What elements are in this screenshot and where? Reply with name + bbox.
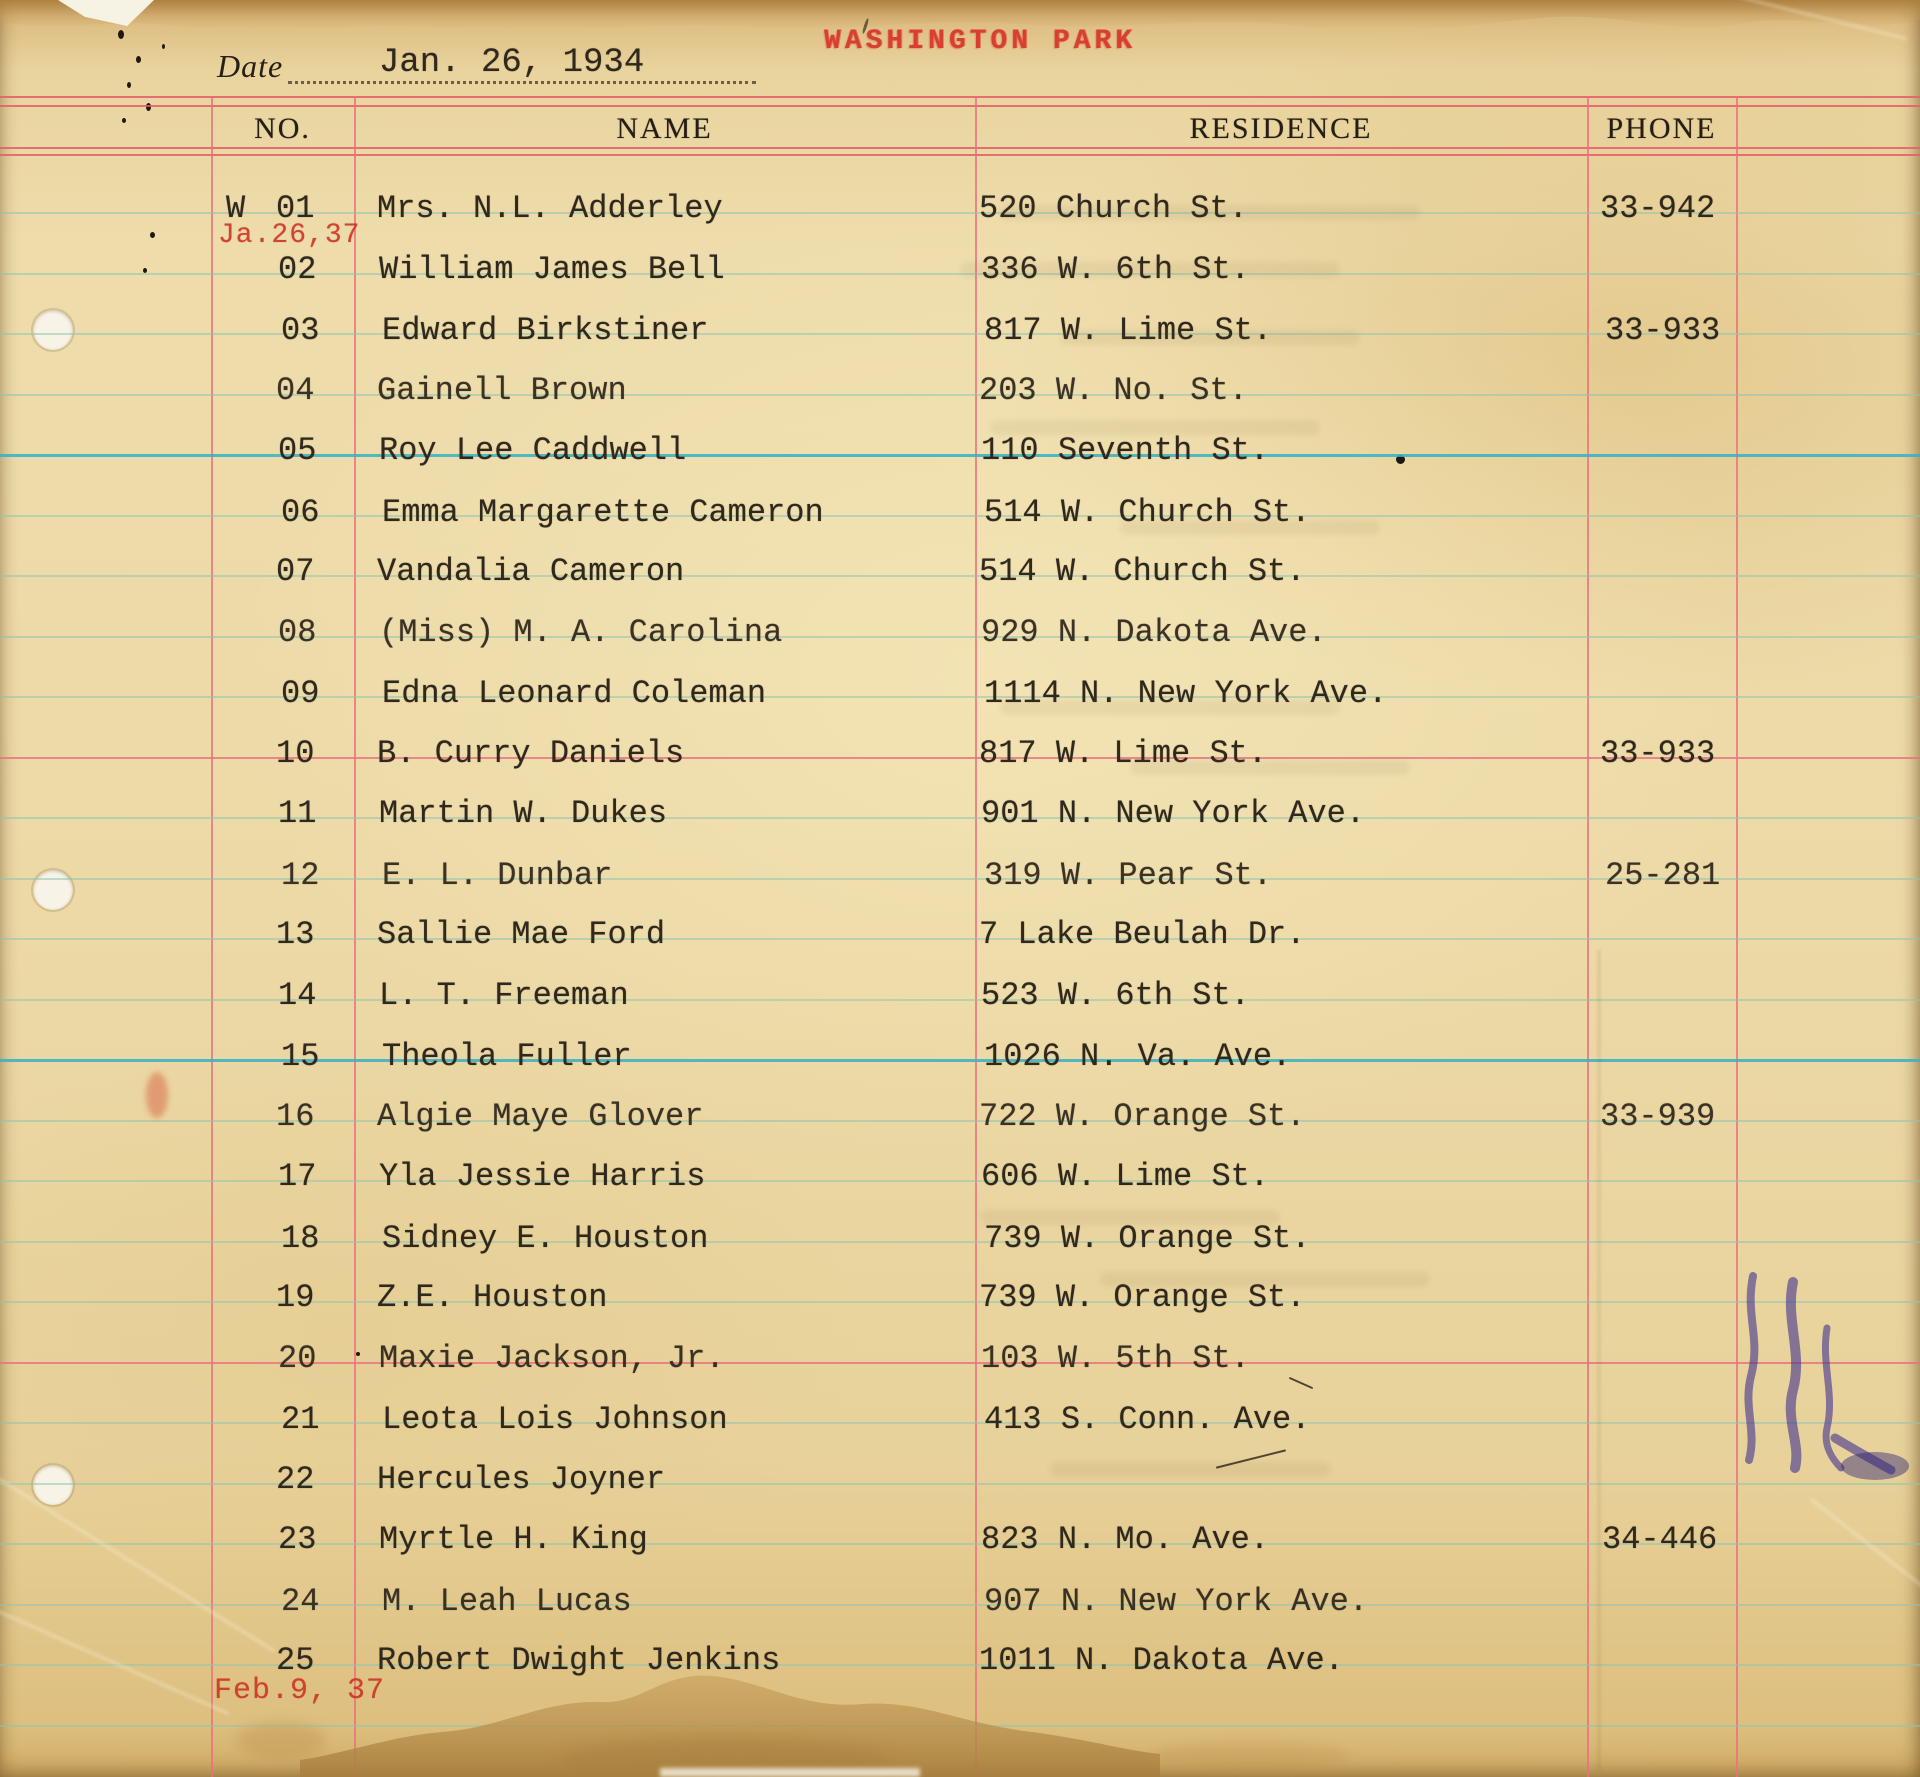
row-name: Maxie Jackson, Jr. — [379, 1339, 725, 1377]
ink-speck — [118, 30, 124, 39]
bleedthrough-smudge — [1120, 520, 1380, 535]
row-residence: 110 Seventh St. — [981, 432, 1270, 469]
table-row — [0, 1279, 1918, 1323]
row-residence: 103 W. 5th St. — [981, 1339, 1250, 1377]
row-no: 08 — [278, 613, 317, 651]
row-phone: 33-933 — [1605, 312, 1721, 349]
table-row — [0, 1521, 1920, 1565]
row-no: 14 — [278, 976, 317, 1014]
table-row — [0, 977, 1920, 1021]
row-no: 10 — [276, 734, 315, 772]
row-residence: 413 S. Conn. Ave. — [984, 1401, 1311, 1438]
row-prefix: W — [226, 190, 246, 227]
row-no: 15 — [281, 1038, 320, 1075]
bleedthrough-smudge — [960, 262, 1340, 277]
row-residence: 1011 N. Dakota Ave. — [979, 1642, 1344, 1679]
row-name: E. L. Dunbar — [382, 856, 613, 894]
row-residence: 817 W. Lime St. — [984, 312, 1273, 349]
purple-ink-scribble — [1715, 1268, 1915, 1483]
table-row — [3, 1583, 1920, 1627]
row-phone: 33-939 — [1600, 1097, 1716, 1135]
row-name: Vandalia Cameron — [377, 553, 685, 590]
red-annotation-bottom: Feb.9, 37 — [214, 1674, 386, 1708]
row-name: Edward Birkstiner — [382, 312, 709, 349]
torn-bottom-edge — [660, 1768, 920, 1777]
table-row — [0, 372, 1918, 416]
date-label: Date — [217, 48, 284, 84]
row-no: 12 — [281, 856, 320, 894]
table-row — [0, 553, 1918, 597]
column-header-phone: PHONE — [1606, 112, 1717, 145]
row-residence: 606 W. Lime St. — [981, 1158, 1270, 1195]
row-no: 22 — [276, 1460, 315, 1498]
row-no: 05 — [278, 432, 317, 469]
row-no: 01 — [276, 190, 315, 227]
row-residence: 319 W. Pear St. — [984, 856, 1273, 894]
row-name: Sidney E. Houston — [382, 1219, 709, 1257]
row-no: 11 — [278, 795, 317, 832]
column-header-name: NAME — [616, 112, 713, 145]
bleedthrough-smudge — [990, 420, 1320, 435]
row-no: 17 — [278, 1158, 317, 1195]
table-row — [0, 735, 1918, 779]
bleedthrough-smudge — [1050, 1462, 1330, 1477]
header-bottom-border — [0, 154, 1920, 156]
washington-park-stamp: WASHINGTON PARK — [824, 26, 1137, 57]
ink-speck — [162, 44, 165, 49]
row-residence: 520 Church St. — [979, 190, 1248, 227]
table-row — [3, 1401, 1920, 1445]
table-top-border — [0, 105, 1920, 107]
row-no: 25 — [276, 1642, 315, 1679]
row-residence: 7 Lake Beulah Dr. — [979, 916, 1306, 953]
row-residence: 901 N. New York Ave. — [981, 795, 1366, 832]
table-row — [0, 1461, 1918, 1505]
row-name: B. Curry Daniels — [377, 734, 685, 772]
row-name: (Miss) M. A. Carolina — [379, 613, 783, 651]
row-name: Martin W. Dukes — [379, 795, 668, 832]
row-name: Theola Fuller — [382, 1038, 632, 1075]
red-smudge — [146, 1072, 168, 1118]
bleedthrough-smudge — [1130, 760, 1410, 775]
bleedthrough-smudge — [1060, 330, 1360, 345]
ink-speck — [122, 118, 126, 123]
row-phone: 25-281 — [1605, 856, 1721, 894]
table-row — [0, 614, 1920, 658]
row-no: 24 — [281, 1582, 320, 1620]
row-residence: 722 W. Orange St. — [979, 1097, 1306, 1135]
row-name: William James Bell — [379, 250, 725, 288]
bleedthrough-smudge — [980, 1210, 1280, 1225]
row-name: Hercules Joyner — [377, 1460, 666, 1498]
row-residence: 523 W. 6th St. — [981, 976, 1250, 1014]
row-no: 09 — [281, 675, 320, 712]
table-row — [3, 1220, 1920, 1264]
row-residence: 1026 N. Va. Ave. — [984, 1038, 1292, 1075]
row-phone: 33-942 — [1600, 190, 1716, 227]
date-value: Jan. 26, 1934 — [379, 44, 645, 82]
table-row — [3, 675, 1920, 719]
bleedthrough-smudge — [1000, 205, 1420, 220]
table-row — [3, 312, 1920, 356]
stain-patch — [236, 1722, 326, 1760]
bleedthrough-smudge — [1000, 700, 1340, 715]
row-residence: 929 N. Dakota Ave. — [981, 613, 1327, 651]
column-header-no: NO. — [254, 112, 311, 145]
row-no: 16 — [276, 1097, 315, 1135]
row-name: L. T. Freeman — [379, 976, 629, 1014]
row-phone: 33-933 — [1600, 734, 1716, 772]
bleedthrough-smudge — [1100, 1272, 1430, 1287]
table-row — [3, 857, 1920, 901]
row-name: Emma Margarette Cameron — [382, 493, 824, 531]
ink-speck — [127, 82, 131, 88]
table-row — [0, 795, 1920, 839]
ink-speck — [136, 56, 141, 63]
row-no: 18 — [281, 1219, 320, 1257]
row-no: 20 — [278, 1339, 317, 1377]
table-top-border — [0, 96, 1920, 98]
table-row — [0, 1340, 1920, 1384]
row-name: Leota Lois Johnson — [382, 1401, 728, 1438]
table-row — [3, 494, 1920, 538]
row-name: Roy Lee Caddwell — [379, 432, 687, 469]
row-residence: 907 N. New York Ave. — [984, 1582, 1369, 1620]
row-no: 02 — [278, 250, 317, 288]
row-name: Z.E. Houston — [377, 1279, 608, 1316]
row-no: 07 — [276, 553, 315, 590]
row-no: 13 — [276, 916, 315, 953]
row-phone: 34-446 — [1602, 1521, 1718, 1558]
row-residence: 514 W. Church St. — [979, 553, 1306, 590]
row-residence: 823 N. Mo. Ave. — [981, 1521, 1270, 1558]
row-residence: 336 W. 6th St. — [981, 250, 1250, 288]
row-residence: 739 W. Orange St. — [979, 1279, 1306, 1316]
table-row — [0, 916, 1918, 960]
row-residence: 1114 N. New York Ave. — [984, 675, 1388, 712]
row-no: 03 — [281, 312, 320, 349]
column-header-residence: RESIDENCE — [1189, 112, 1373, 145]
stain-patch — [1150, 1742, 1350, 1772]
table-row — [0, 1098, 1918, 1142]
row-name: Sallie Mae Ford — [377, 916, 666, 953]
row-name: Robert Dwight Jenkins — [377, 1642, 781, 1679]
row-no: 06 — [281, 493, 320, 531]
row-name: Algie Maye Glover — [377, 1097, 704, 1135]
row-residence: 203 W. No. St. — [979, 371, 1248, 409]
table-row — [0, 432, 1920, 476]
row-residence: 514 W. Church St. — [984, 493, 1311, 531]
row-no: 04 — [276, 371, 315, 409]
row-name: Gainell Brown — [377, 371, 627, 409]
row-name: Edna Leonard Coleman — [382, 675, 767, 712]
row-no: 21 — [281, 1401, 320, 1438]
table-row — [0, 1158, 1920, 1202]
row-name: Yla Jessie Harris — [379, 1158, 706, 1195]
row-no: 23 — [278, 1521, 317, 1558]
row-name: Myrtle H. King — [379, 1521, 648, 1558]
red-annotation-top: Ja.26,37 — [218, 220, 361, 251]
table-row — [3, 1038, 1920, 1082]
row-residence: 739 W. Orange St. — [984, 1219, 1311, 1257]
row-name: Mrs. N.L. Adderley — [377, 190, 723, 227]
row-residence: 817 W. Lime St. — [979, 734, 1268, 772]
row-name: M. Leah Lucas — [382, 1582, 632, 1620]
row-no: 19 — [276, 1279, 315, 1316]
crease-right — [1598, 950, 1600, 1770]
